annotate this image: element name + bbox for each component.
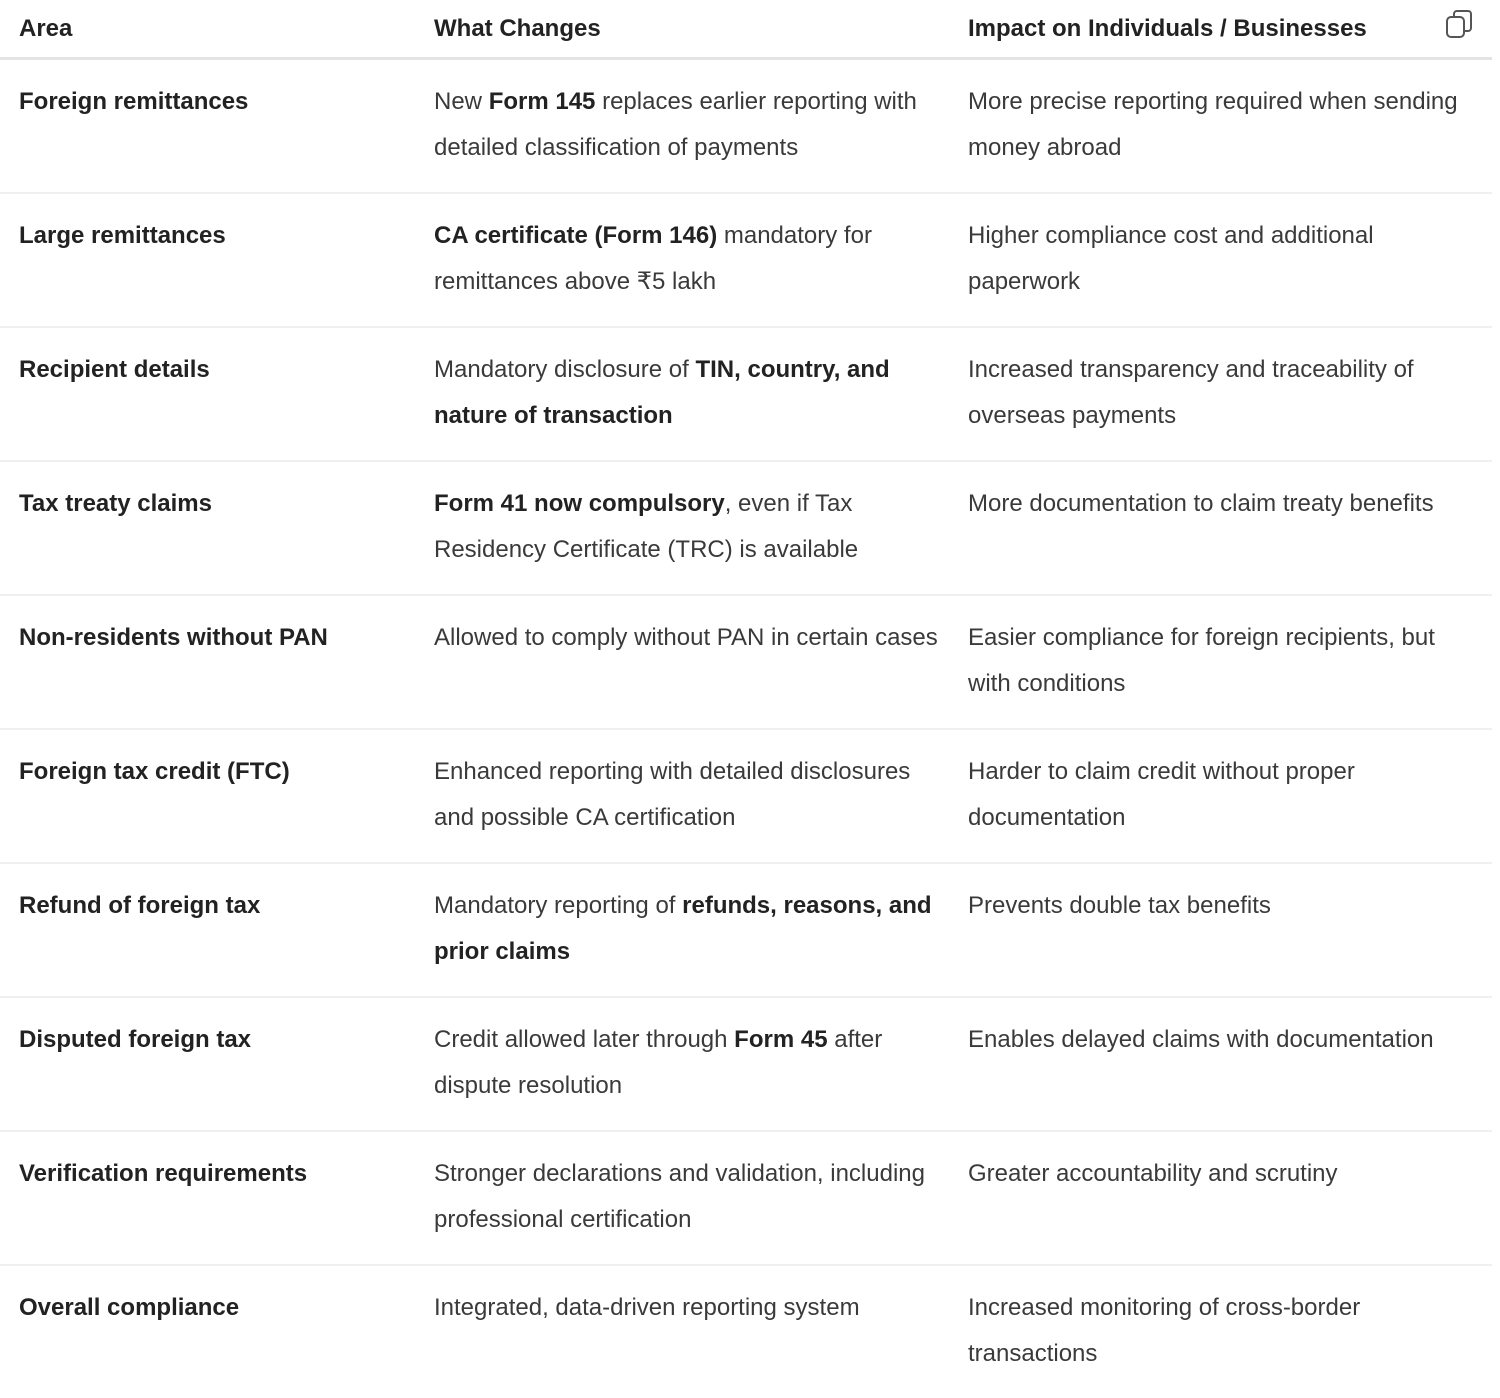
cell-impact: Increased transparency and traceability of overseas payments xyxy=(950,327,1492,461)
text: Credit allowed later through xyxy=(434,1026,735,1053)
text: Allowed to comply without PAN in certain cases xyxy=(434,624,938,651)
cell-what-changes xyxy=(416,461,950,595)
cell-area: Recipient details xyxy=(0,327,416,461)
cell-area: Disputed foreign tax xyxy=(0,997,416,1131)
cell-what-changes xyxy=(416,193,950,327)
cell-impact: Higher compliance cost and additional paperwork xyxy=(950,193,1492,327)
bold-text: CA certificate (Form 146) xyxy=(434,222,718,249)
header-what-changes: What Changes xyxy=(416,0,950,59)
table-body xyxy=(0,59,1492,1398)
header-impact: Impact on Individuals / Businesses xyxy=(950,0,1492,59)
cell-impact: Increased monitoring of cross-border transactions xyxy=(968,1294,1361,1367)
table-row xyxy=(0,193,1492,327)
table-row xyxy=(0,59,1492,194)
cell-what-changes xyxy=(416,595,950,729)
table-row xyxy=(0,729,1492,863)
bold-text: Form 145 xyxy=(488,88,596,115)
cell-impact: More documentation to claim treaty benefits xyxy=(950,461,1492,595)
cell-area: Verification requirements xyxy=(0,1131,416,1265)
text: Stronger declarations and validation, including professional certification xyxy=(434,1160,925,1233)
table-row xyxy=(0,863,1492,997)
cell-area: Foreign tax credit (FTC) xyxy=(0,729,416,863)
cell-impact: Easier compliance for foreign recipients, but with conditions xyxy=(950,595,1492,729)
text: Mandatory disclosure of xyxy=(434,356,696,383)
cell-impact: Enables delayed claims with documentation xyxy=(950,997,1492,1131)
table-row xyxy=(0,1131,1492,1265)
text: after dispute resolution xyxy=(434,1026,883,1099)
text: replaces earlier reporting with detailed classification of payments xyxy=(434,88,917,161)
table-header-row xyxy=(0,0,1492,59)
text: mandatory for remittances above ₹5 lakh xyxy=(434,222,872,295)
text: Integrated, data-driven reporting system xyxy=(434,1294,860,1321)
cell-what-changes xyxy=(416,863,950,997)
table-row xyxy=(0,327,1492,461)
cell-area: Overall compliance xyxy=(19,1294,240,1321)
bold-text: Form 45 xyxy=(734,1026,828,1053)
header-area: Area xyxy=(0,0,416,59)
cell-what-changes xyxy=(416,1265,950,1398)
bold-text: refunds, reasons, and prior claims xyxy=(434,892,932,965)
cell-impact: More precise reporting required when sending money abroad xyxy=(950,59,1492,194)
table-row xyxy=(0,595,1492,729)
bold-text: Form 41 now compulsory xyxy=(434,490,725,517)
cell-impact: Greater accountability and scrutiny xyxy=(950,1131,1492,1265)
text: New xyxy=(434,88,489,115)
cell-what-changes xyxy=(416,327,950,461)
cell-impact: Prevents double tax benefits xyxy=(950,863,1492,997)
cell-what-changes xyxy=(416,59,950,194)
table-row xyxy=(0,1265,1492,1398)
text: Enhanced reporting with detailed disclosures and possible CA certification xyxy=(434,758,911,831)
cell-area: Large remittances xyxy=(0,193,416,327)
cell-impact: Harder to claim credit without proper documentation xyxy=(950,729,1492,863)
cell-area: Refund of foreign tax xyxy=(0,863,416,997)
table-row xyxy=(0,461,1492,595)
table-row xyxy=(0,997,1492,1131)
cell-area: Non-residents without PAN xyxy=(0,595,416,729)
copy-icon[interactable] xyxy=(1444,8,1476,40)
cell-what-changes xyxy=(416,729,950,863)
bold-text: TIN, country, and nature of transaction xyxy=(434,356,890,429)
cell-what-changes xyxy=(416,997,950,1131)
cell-area: Tax treaty claims xyxy=(0,461,416,595)
text: Mandatory reporting of xyxy=(434,892,683,919)
cell-area: Foreign remittances xyxy=(0,59,416,194)
cell-what-changes xyxy=(416,1131,950,1265)
text: , even if Tax Residency Certificate (TRC) is available xyxy=(434,490,859,563)
